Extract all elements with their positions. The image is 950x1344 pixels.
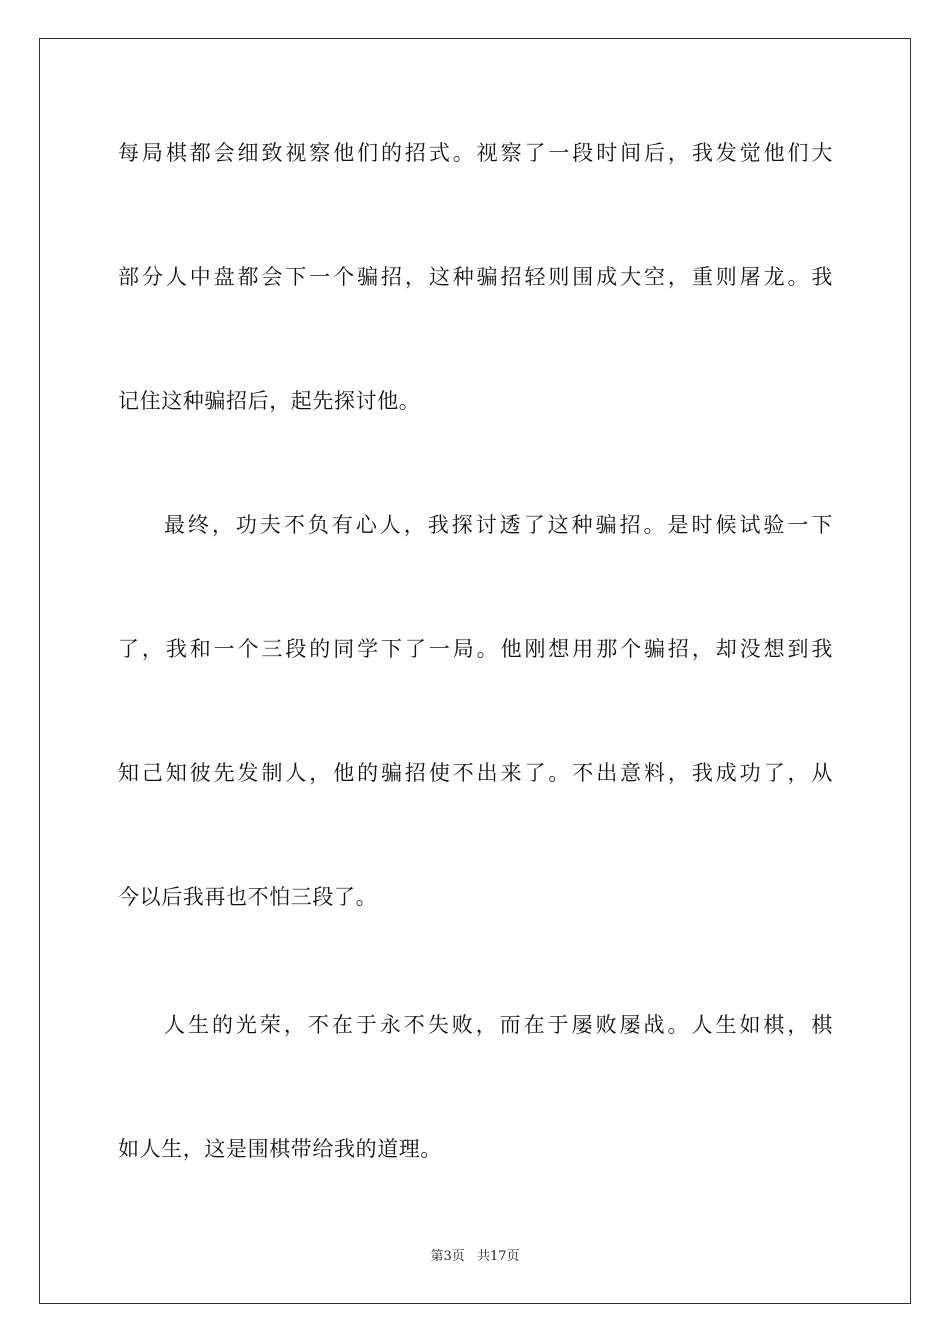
paragraph-2-line-4: 今以后我再也不怕三段了。 — [118, 885, 378, 909]
page-footer — [0, 1248, 950, 1266]
paragraph-1-line-3: 记住这种骗招后，起先探讨他。 — [118, 389, 421, 413]
paragraph-3-line-2: 如人生，这是围棋带给我的道理。 — [118, 1137, 442, 1161]
page-frame — [39, 38, 911, 1304]
paragraph-2-line-3: 知己知彼先发制人，他的骗招使不出来了。不出意料，我成功了，从 — [118, 761, 833, 785]
paragraph-2-line-1: 最终，功夫不负有心人，我探讨透了这种骗招。是时候试验一下 — [164, 513, 833, 537]
page-number: 第3页 — [430, 1249, 465, 1264]
paragraph-1-line-1: 每局棋都会细致视察他们的招式。视察了一段时间后，我发觉他们大 — [118, 141, 833, 165]
paragraph-1-line-2: 部分人中盘都会下一个骗招，这种骗招轻则围成大空，重则屠龙。我 — [118, 265, 833, 289]
page-total: 共17页 — [476, 1249, 520, 1264]
paragraph-3-line-1: 人生的光荣，不在于永不失败，而在于屡败屡战。人生如棋，棋 — [164, 1013, 833, 1037]
paragraph-2-line-2: 了，我和一个三段的同学下了一局。他刚想用那个骗招，却没想到我 — [118, 637, 833, 661]
